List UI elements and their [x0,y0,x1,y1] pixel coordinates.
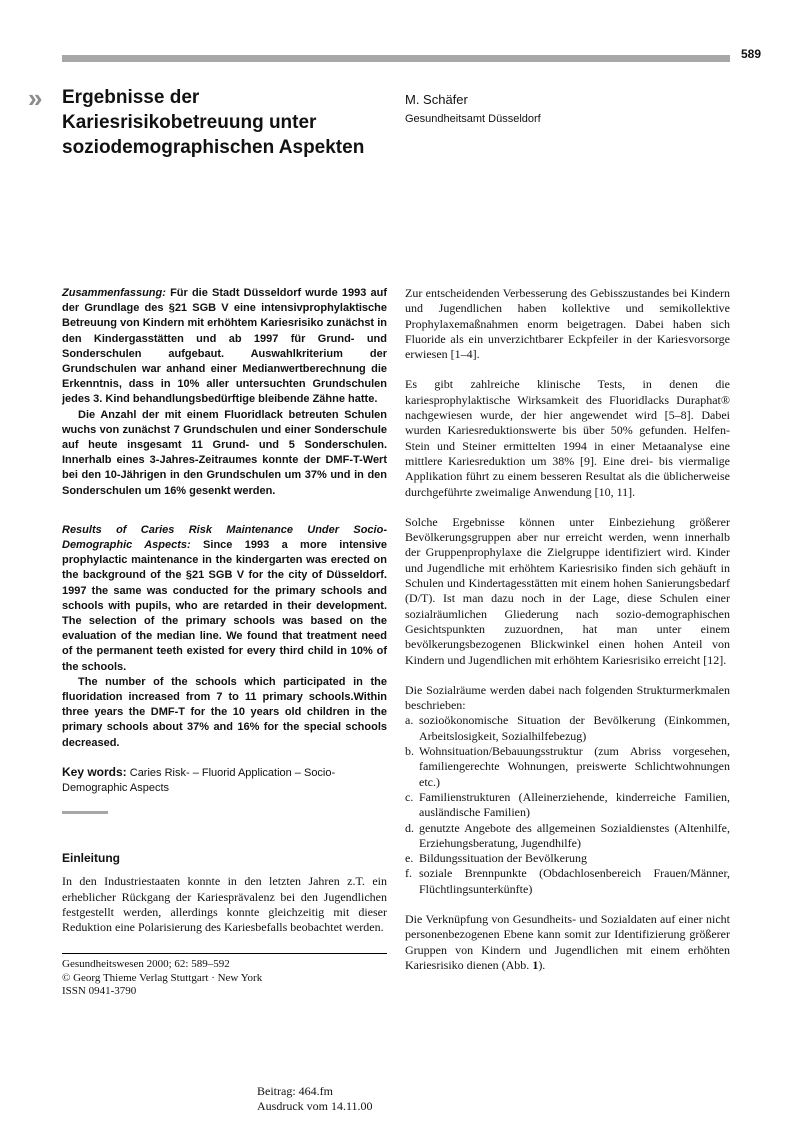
list-item [405,790,730,821]
chevron-marker-icon: » [28,83,40,113]
title-line: Ergebnisse der [62,87,200,108]
list-item [405,851,730,866]
author: M. Schäfer [405,92,468,107]
keywords-text: Caries Risk- – Fluorid Application – Socio-Demographic Aspects [62,766,336,795]
title-line: soziodemographischen Aspekten [62,137,365,158]
issn-line: ISSN 0941-3790 [62,985,137,997]
section-divider [62,811,108,814]
abstract-english-p2: The number of the schools which participated in the fluoridation increased from 7 to 11 primary schools.Within three years the DMF-T for the 10 years old children in the primary schools about 37% and 16% for the special schools decreased. [62,675,387,749]
abstract-english-lead: Results of Caries Risk Maintenance Under Socio-Demographic Aspects: [62,523,387,552]
intro-paragraph: In den Industriestaaten konnte in den letzten Jahren z.T. ein erheblicher Rückgang der Kariesprävalenz bei den Jugendlichen festgestellt werden, allerdings konnte gleichzeitig mit dieser Reduktion eine Polarisierung des Kariesbefalls beobachtet werden. [62,874,387,935]
header-rule [62,55,730,62]
list-item-text: soziale Brennpunkte (Obdachlosenbereich Frauen/Männer, Flüchtlingsunterkünfte) [419,866,730,896]
section-heading-einleitung: Einleitung [62,851,120,866]
list-item-label: f. [405,866,412,881]
list-item-label: e. [405,851,414,866]
title-line: Kariesrisikobetreuung unter [62,112,317,133]
body-paragraph [405,912,730,973]
list-item-text: sozioökonomische Situation der Bevölkerung (Einkommen, Arbeitslosigkeit, Sozialhilfebezug) [419,713,730,743]
affiliation: Gesundheitsamt Düsseldorf [405,113,541,125]
abstract-english [62,523,387,751]
list-item [405,713,730,744]
list-item-label: d. [405,820,414,835]
list-item-label: a. [405,713,414,728]
body-paragraph: Die Sozialräume werden dabei nach folgenden Strukturmerkmalen beschrieben: [405,682,730,713]
keywords-label: Key words: [62,764,127,779]
list-item [405,821,730,852]
list-item-text: Familienstrukturen (Alleinerziehende, kinderreiche Familien, ausländische Familien) [419,789,730,820]
print-note-file: Beitrag: 464.fm [257,1084,333,1098]
list-item-label: b. [405,744,414,759]
list-item [405,744,730,790]
list-item-label: c. [405,789,414,804]
list-item-text: Bildungssituation der Bevölkerung [419,851,587,866]
body-paragraph: Es gibt zahlreiche klinische Tests, in denen die kariesprophylaktische Wirksamkeit des Fluoridlacks Duraphat® nachgewiesen wurde, der hier angewendet wird [5–8]. Dabei wurden Kariesreduktionswerte bis über 50% gefunden. Helfen-Stein und Steiner ermittelten 1994 in einer Metaanalyse eine mittlere Kariesreduktion um 38% [9]. Eine drei- bis viermalige Applikation führt zu einem besseren Resultat als die üblicherweise durchgeführte zweimalige Anwendung [10, 11]. [405,377,730,499]
list-item-text: Wohnsituation/Bebauungsstruktur (zum Abriss vorgesehen, familiengerechte Wohnungen, preiswerte Schlichtwohnungen etc.) [419,744,730,789]
keywords [62,765,387,796]
print-note-date: Ausdruck vom 14.11.00 [257,1099,373,1113]
body-paragraph: Solche Ergebnisse können unter Einbeziehung größerer Bevölkerungsgruppen aber nur erreicht werden, wenn innerhalb der Gruppenprophylaxe die Zielgruppe identifiziert wird. Kinder und Jugendliche mit erhöhtem Kariesrisiko finden sich gehäuft in Schulen und Kindertagesstätten mit einem hohen Sanierungsbedarf (D/T). Ist man dazu noch in der Lage, diese Schulen einer sozialräumlichen Gliederung nach sozio-demographischen Gesichtspunkten zuzuordnen, hat man unter einem bevölkerungsbezogenen Blickwinkel einen hohen Anteil von Kindern und Jugendlichen mit erhöhtem Kariesrisiko erreicht [12]. [405,514,730,667]
abstract-german-lead: Zusammenfassung: [62,287,166,299]
structure-list [405,713,730,897]
body-text: Die Verknüpfung von Gesundheits- und Sozialdaten auf einer nicht personenbezogenen Ebene kann somit zur Identifizierung größerer Gruppen von Kindern und Jugendlichen mit einem erhöhten Kariesrisiko dienen (Abb. [405,911,730,972]
abstract-german [62,286,387,499]
page-number: 589 [741,47,762,61]
abstract-english-p1: Since 1993 a more intensive prophylactic maintenance in the kindergarten was erected on the background of the §21 SGB V for the city of Düsseldorf. 1997 the same was conducted for the primary schools and schools with pupils, who are retarded in their development. The selection of the primary schools was based on the evaluation of the median line. We found that treatment need of the permanent teeth existed for every third child in 10% of the schools. [62,539,387,673]
left-column [62,286,387,935]
body-text: ). [538,957,546,972]
citation-line: Gesundheitswesen 2000; 62: 589–592 [62,958,230,970]
right-column [405,286,730,988]
abstract-german-p2: Die Anzahl der mit einem Fluoridlack betreuten Schulen wuchs von zunächst 7 Grundschulen und einer Sonderschule auf heute insgesamt 11 Grund- und 5 Sonderschulen. Innerhalb eines 3-Jahres-Zeitraumes konnte der DMF-T-Wert bei den 10-Jährigen in den Grundschulen um 37% und in den Sonderschulen um 16% gesenkt werden. [62,408,387,497]
copyright-line: © Georg Thieme Verlag Stuttgart · New York [62,971,263,984]
print-note [257,1084,373,1114]
list-item-text: genutzte Angebote des allgemeinen Sozialdienstes (Altenhilfe, Erziehungsberatung, Jugendhilfe) [419,820,730,850]
abstract-german-p1: Für die Stadt Düsseldorf wurde 1993 auf der Grundlage des §21 SGB V eine intensivprophylaktische Betreuung von Kindern mit erhöhtem Kariesrisiko zunächst in den Kindergasstätten und ab 1997 für Grund- und Sonderschulen aufgebaut. Auswahlkriterium der Grundschulen war anhand einer Medianwertberechnung die Erkenntnis, dass in 10% aller untersuchten Grundschulen jedes 3. Kind behandlungsbedürftige bleibende Zähne hatte. [62,287,387,406]
body-paragraph: Zur entscheidenden Verbesserung des Gebisszustandes bei Kindern und Jugendlichen haben kollektive und semikollektive Prophylaxemaßnahmen enorm beigetragen. Dabei haben sich Fluoride als ein unverzichtbarer Eckpfeiler in der Kariesvorsorge erwiesen [1–4]. [405,286,730,362]
figure-reference: 1 [532,957,539,972]
citation-footer [62,953,387,999]
list-item [405,866,730,897]
article-title [62,85,382,160]
